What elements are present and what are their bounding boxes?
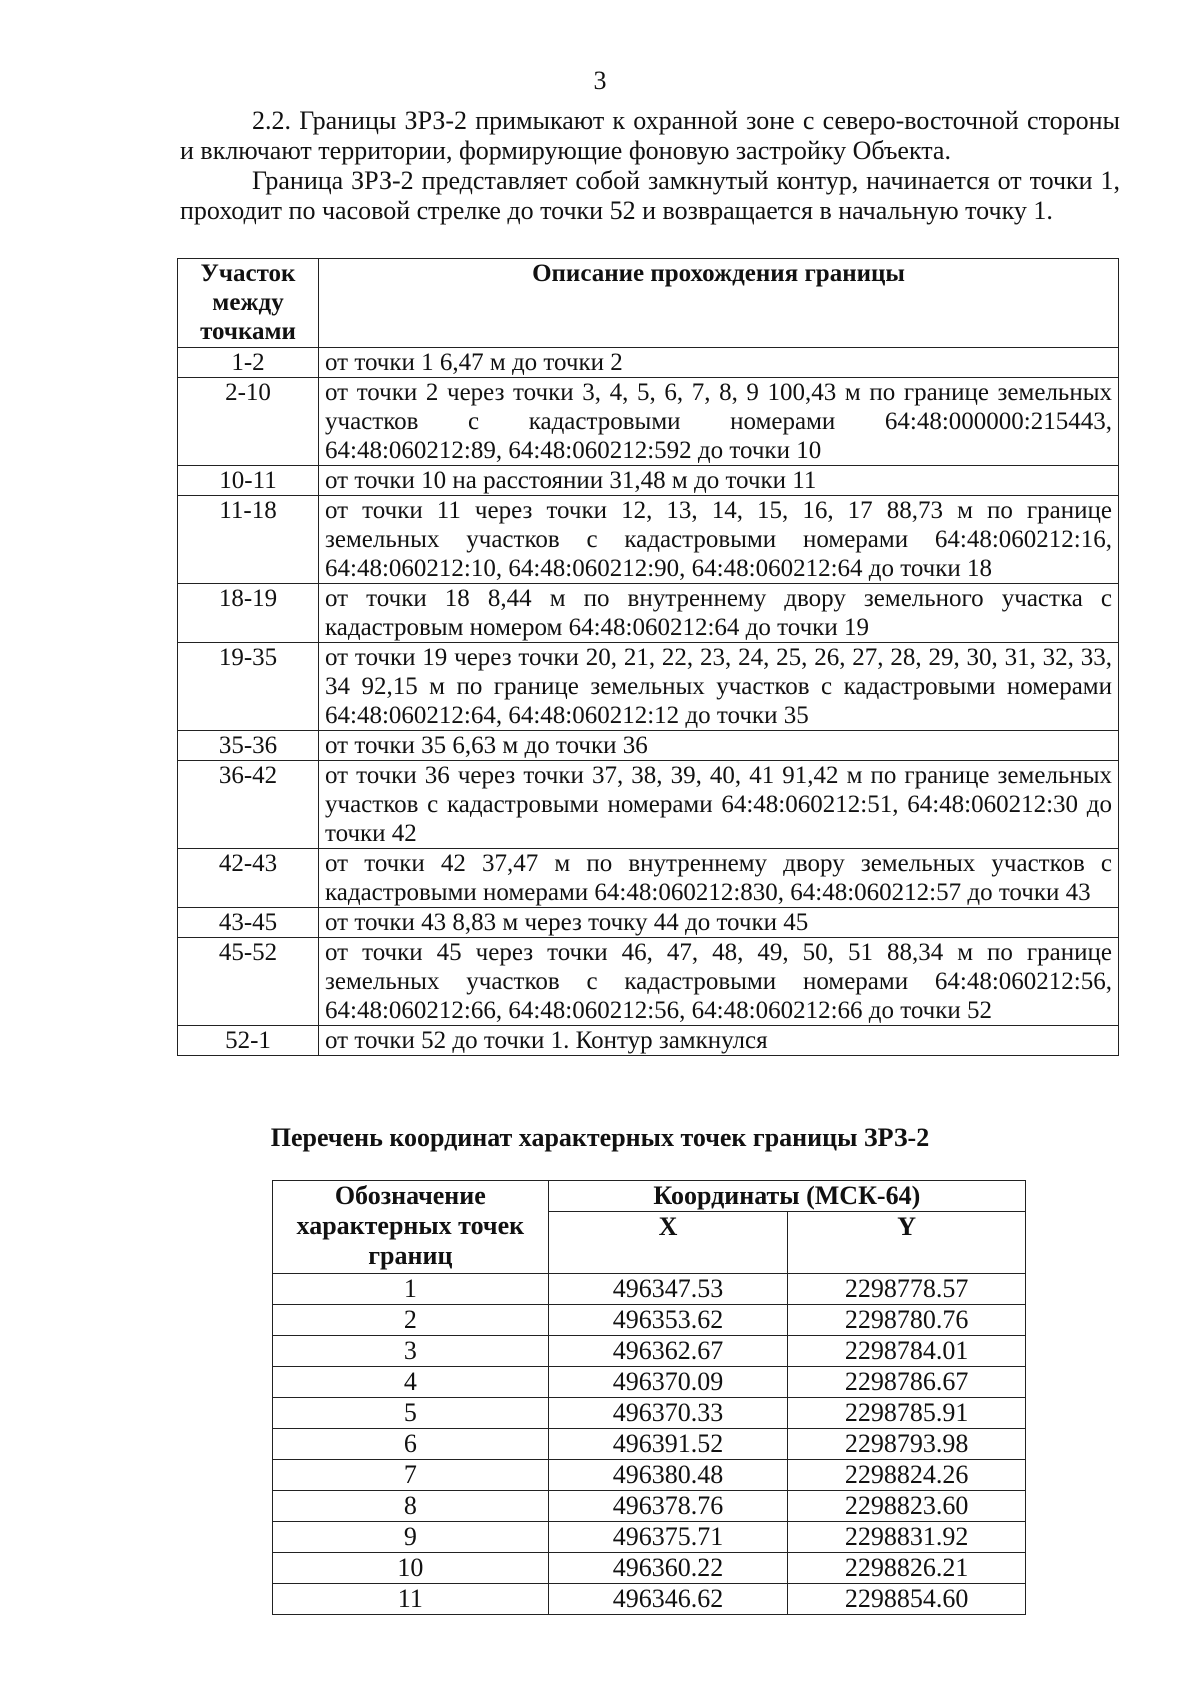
point-cell: 6 [273,1429,549,1460]
description-cell: от точки 36 через точки 37, 38, 39, 40, 41 91,42 м по границе земельных участков с кадастровыми номерами 64:48:060212:51, 64:48:060212:30 до точки 42 [319,761,1119,849]
table-row [273,1336,1026,1367]
description-cell: от точки 35 6,63 м до точки 36 [319,731,1119,761]
point-cell: 8 [273,1491,549,1522]
table-row [273,1584,1026,1615]
table-row [273,1429,1026,1460]
x-cell: 496378.76 [548,1491,788,1522]
description-cell: от точки 1 6,47 м до точки 2 [319,348,1119,378]
point-cell: 2 [273,1305,549,1336]
segment-cell: 11-18 [178,496,319,584]
table-row [178,1026,1119,1056]
x-cell: 496346.62 [548,1584,788,1615]
x-cell: 496375.71 [548,1522,788,1553]
coordinates-section-title: Перечень координат характерных точек границы ЗРЗ-2 [270,1123,930,1152]
x-column-header: X [548,1212,788,1274]
coordinates-table [272,1180,1026,1615]
description-cell: от точки 11 через точки 12, 13, 14, 15, 16, 17 88,73 м по границе земельных участков с кадастровыми номерами 64:48:060212:16, 64:48:060212:10, 64:48:060212:90, 64:48:060212:64 до точки 18 [319,496,1119,584]
segment-cell: 42-43 [178,849,319,908]
y-cell: 2298823.60 [788,1491,1026,1522]
segment-cell: 1-2 [178,348,319,378]
segment-cell: 43-45 [178,908,319,938]
segment-cell: 35-36 [178,731,319,761]
x-cell: 496362.67 [548,1336,788,1367]
table-row [178,849,1119,908]
table-row [273,1274,1026,1305]
boundary-description-table [177,258,1119,1056]
point-cell: 10 [273,1553,549,1584]
description-cell: от точки 43 8,83 м через точку 44 до точки 45 [319,908,1119,938]
description-cell: от точки 2 через точки 3, 4, 5, 6, 7, 8, 9 100,43 м по границе земельных участков с кадастровыми номерами 64:48:000000:215443, 64:48:060212:89, 64:48:060212:592 до точки 10 [319,378,1119,466]
x-cell: 496391.52 [548,1429,788,1460]
coord-header-row [273,1181,1026,1212]
description-cell: от точки 45 через точки 46, 47, 48, 49, 50, 51 88,34 м по границе земельных участков с кадастровыми номерами 64:48:060212:56, 64:48:060212:66, 64:48:060212:56, 64:48:060212:66 до точки 52 [319,938,1119,1026]
point-cell: 5 [273,1398,549,1429]
point-cell: 3 [273,1336,549,1367]
table-row [178,348,1119,378]
description-cell: от точки 18 8,44 м по внутреннему двору земельного участка с кадастровым номером 64:48:060212:64 до точки 19 [319,584,1119,643]
point-cell: 1 [273,1274,549,1305]
segment-cell: 18-19 [178,584,319,643]
table-header-row [178,259,1119,348]
table-row [178,908,1119,938]
y-cell: 2298780.76 [788,1305,1026,1336]
description-column-header: Описание прохождения границы [319,259,1119,348]
segment-cell: 45-52 [178,938,319,1026]
intro-text [180,106,1120,226]
table-row [273,1553,1026,1584]
y-cell: 2298854.60 [788,1584,1026,1615]
table-row [178,466,1119,496]
table-row [178,643,1119,731]
y-cell: 2298786.67 [788,1367,1026,1398]
x-cell: 496380.48 [548,1460,788,1491]
segment-column-header: Участок между точками [178,259,319,348]
y-cell: 2298778.57 [788,1274,1026,1305]
table-row [273,1398,1026,1429]
point-cell: 11 [273,1584,549,1615]
description-cell: от точки 42 37,47 м по внутреннему двору земельных участков с кадастровыми номерами 64:48:060212:830, 64:48:060212:57 до точки 43 [319,849,1119,908]
segment-cell: 52-1 [178,1026,319,1056]
table-row [178,731,1119,761]
x-cell: 496370.33 [548,1398,788,1429]
segment-cell: 2-10 [178,378,319,466]
table-row [273,1522,1026,1553]
description-cell: от точки 52 до точки 1. Контур замкнулся [319,1026,1119,1056]
x-cell: 496353.62 [548,1305,788,1336]
table-row [178,584,1119,643]
segment-cell: 10-11 [178,466,319,496]
coordinates-body [273,1274,1026,1615]
x-cell: 496360.22 [548,1553,788,1584]
x-cell: 496347.53 [548,1274,788,1305]
intro-paragraph-1: 2.2. Границы ЗРЗ-2 примыкают к охранной зоне с северо-восточной стороны и включают территории, формирующие фоновую застройку Объекта. [180,106,1120,165]
y-cell: 2298826.21 [788,1553,1026,1584]
y-column-header: Y [788,1212,1026,1274]
description-cell: от точки 10 на расстоянии 31,48 м до точки 11 [319,466,1119,496]
table-row [178,378,1119,466]
point-cell: 7 [273,1460,549,1491]
page-number: 3 [593,66,607,95]
coordinates-column-header: Координаты (МСК-64) [548,1181,1025,1212]
point-column-header: Обозначение характерных точек границ [273,1181,549,1274]
intro-paragraph-2: Граница ЗРЗ-2 представляет собой замкнутый контур, начинается от точки 1, проходит по часовой стрелке до точки 52 и возвращается в начальную точку 1. [180,166,1120,225]
point-cell: 9 [273,1522,549,1553]
boundary-description-body [178,348,1119,1056]
y-cell: 2298824.26 [788,1460,1026,1491]
table-row [273,1491,1026,1522]
segment-cell: 19-35 [178,643,319,731]
y-cell: 2298784.01 [788,1336,1026,1367]
y-cell: 2298793.98 [788,1429,1026,1460]
x-cell: 496370.09 [548,1367,788,1398]
table-row [178,761,1119,849]
segment-cell: 36-42 [178,761,319,849]
table-row [273,1305,1026,1336]
y-cell: 2298831.92 [788,1522,1026,1553]
table-row [273,1460,1026,1491]
table-row [178,496,1119,584]
table-row [273,1367,1026,1398]
y-cell: 2298785.91 [788,1398,1026,1429]
point-cell: 4 [273,1367,549,1398]
description-cell: от точки 19 через точки 20, 21, 22, 23, 24, 25, 26, 27, 28, 29, 30, 31, 32, 33, 34 92,15 м по границе земельных участков с кадастровыми номерами 64:48:060212:64, 64:48:060212:12 до точки 35 [319,643,1119,731]
table-row [178,938,1119,1026]
